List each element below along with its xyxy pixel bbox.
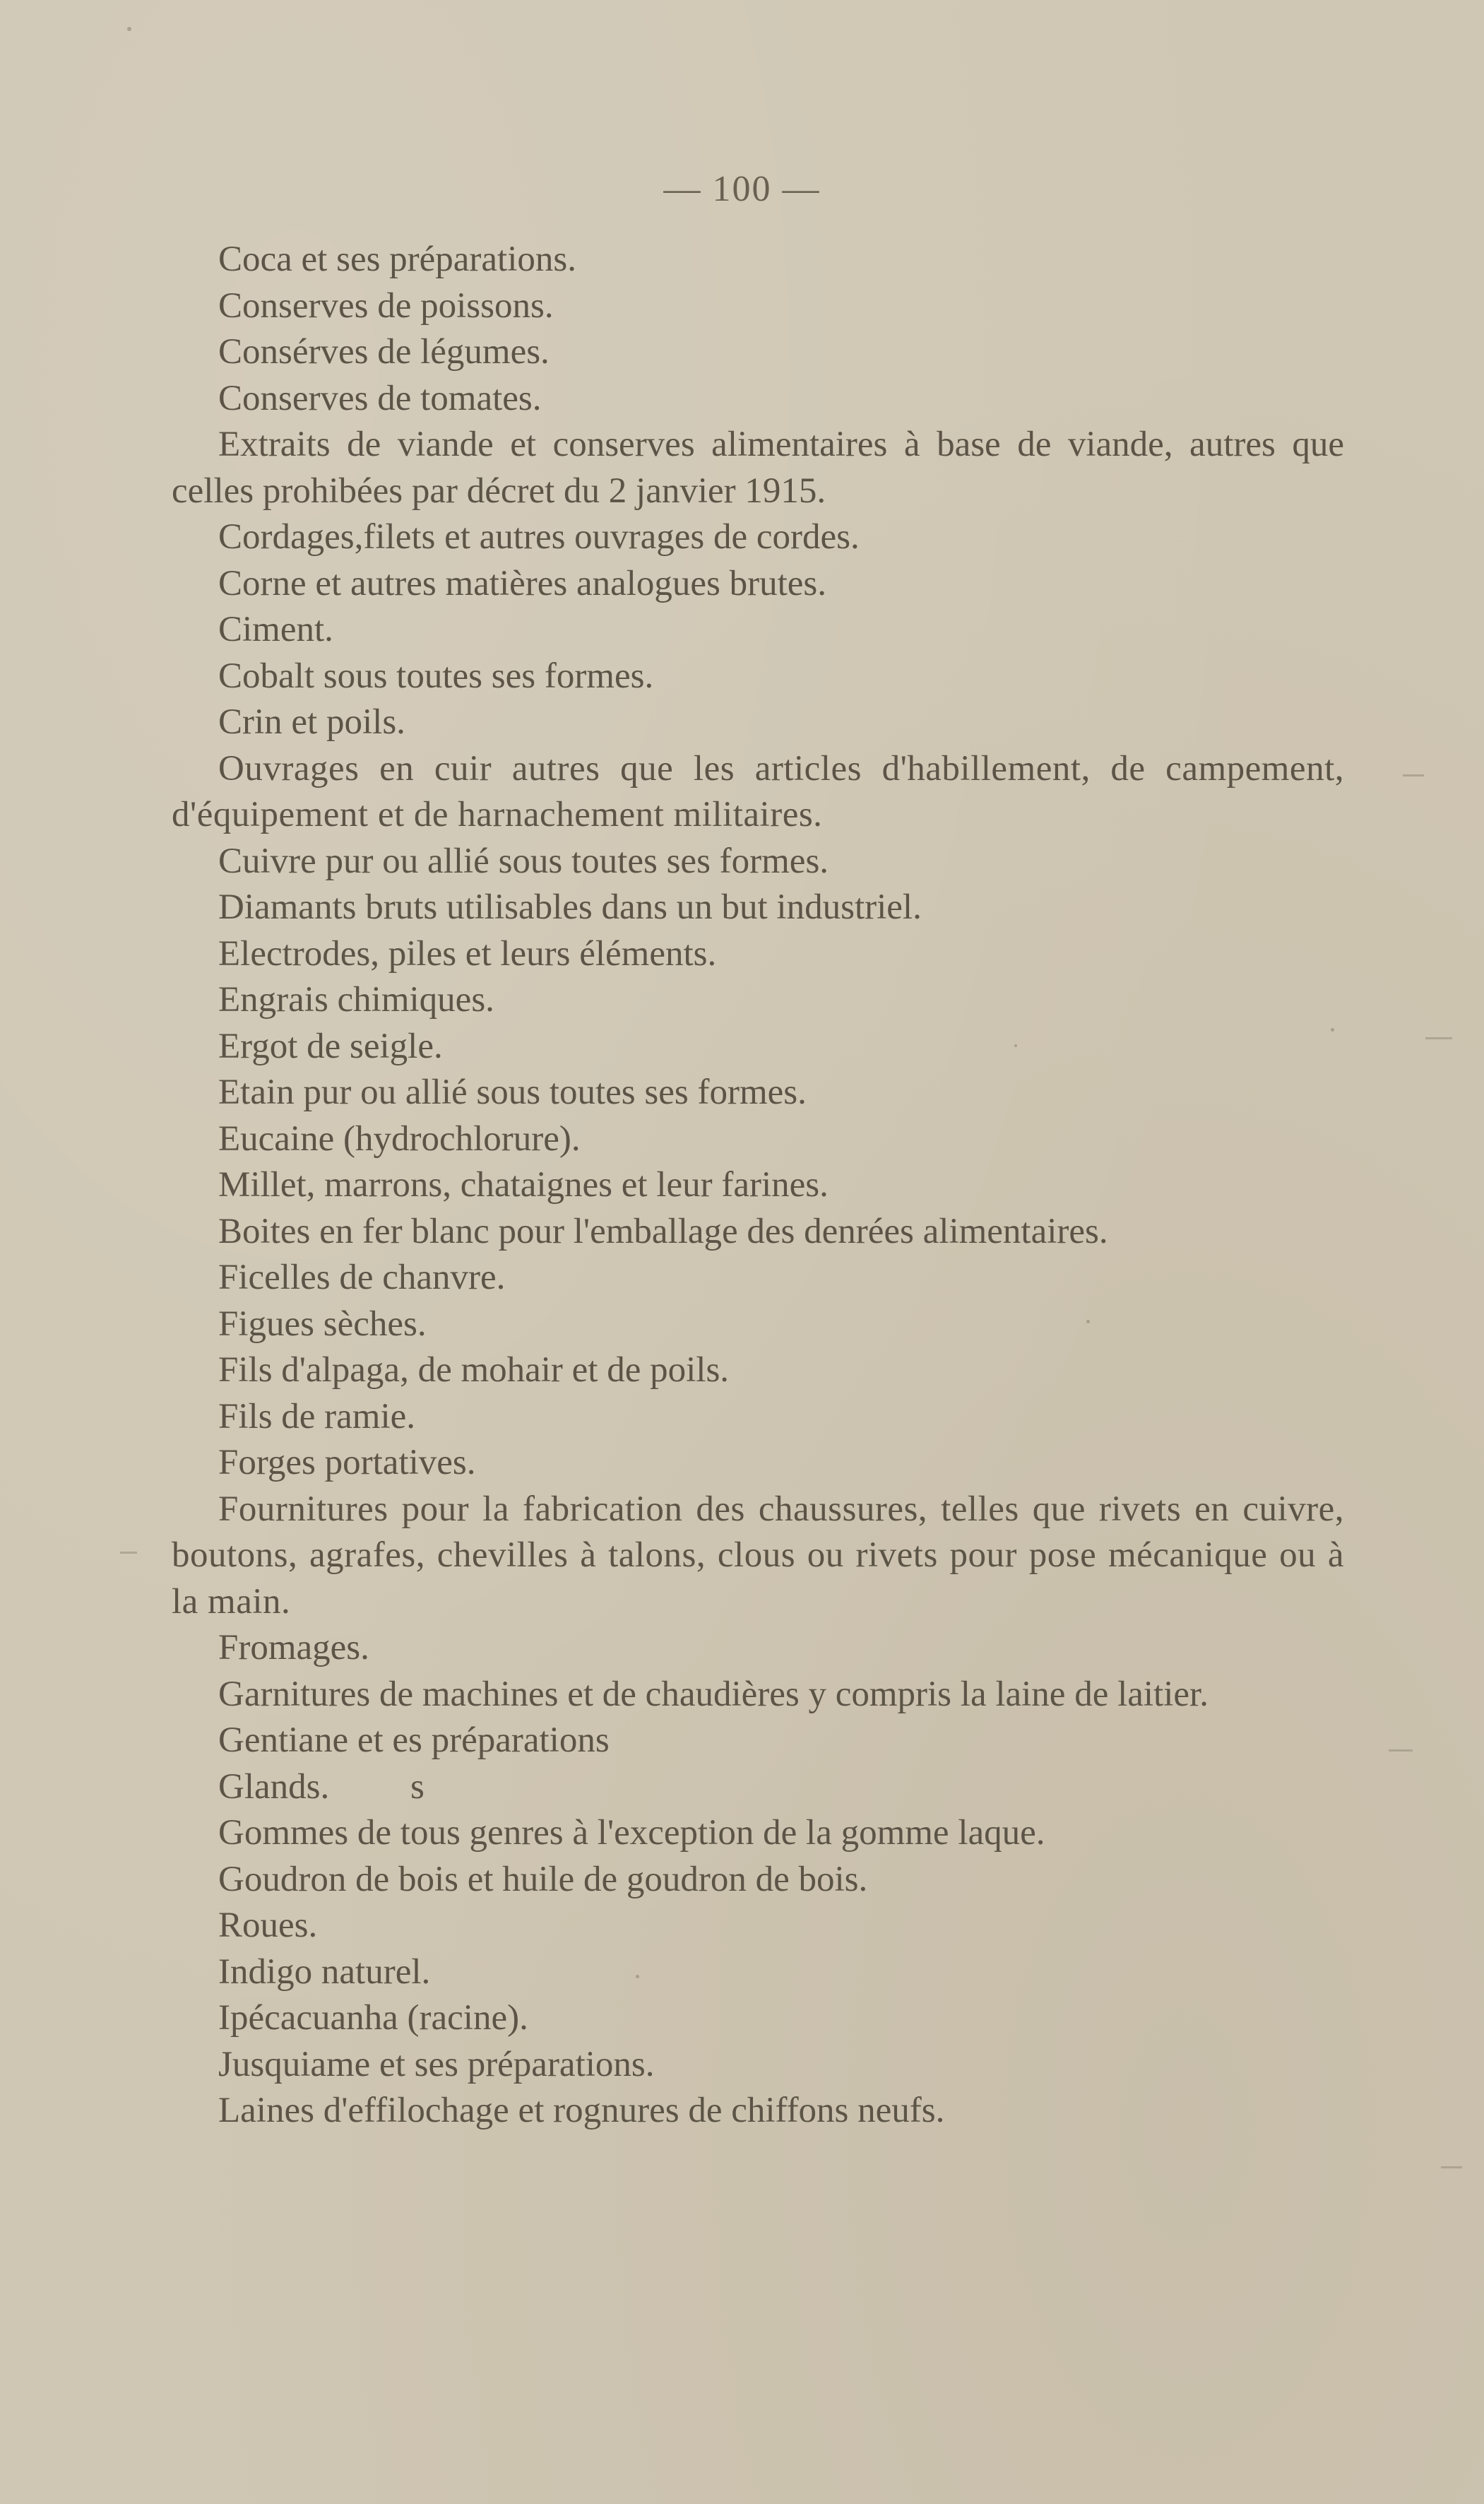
list-item: Electrodes, piles et leurs éléments. <box>218 933 717 974</box>
scan-speck <box>1014 1044 1017 1047</box>
list-item: Fils de ramie. <box>218 1396 416 1436</box>
list-item: Eucaine (hydrochlorure). <box>218 1118 581 1159</box>
margin-mark <box>1441 2166 1462 2168</box>
list-item: Conserves de tomates. <box>218 378 542 418</box>
margin-mark <box>120 1552 137 1554</box>
list-item: Ergot de seigle. <box>218 1026 443 1066</box>
list-item: Engrais chimiques. <box>218 980 494 1020</box>
list-item: Ciment. <box>218 610 333 649</box>
margin-mark <box>1389 1749 1413 1752</box>
margin-mark <box>1425 1037 1452 1039</box>
list-item: Fils d'alpaga, de mohair et de poils. <box>218 1350 730 1390</box>
list-item: Garnitures de machines et de chaudières y compris la laine de laitier. <box>218 1674 1209 1714</box>
list-item: Forges portatives. <box>218 1443 476 1482</box>
list-item: Cordages,filets et autres ouvrages de cordes. <box>218 517 860 557</box>
list-item: Laines d'effilochage et rognures de chiffons neufs. <box>218 2091 945 2130</box>
scan-speck <box>1331 1028 1334 1032</box>
goods-list <box>172 237 1344 2134</box>
list-item: Extraits de viande et conserves alimentaires à base de viande, autres que celles prohibées par décret du 2 janvier 1915. <box>172 425 1344 511</box>
page-number: — 100 — <box>663 169 821 209</box>
margin-mark <box>1403 774 1424 776</box>
list-item: Jusquiame et ses préparations. <box>218 2044 655 2084</box>
list-item: Boites en fer blanc pour l'emballage des denrées alimentaires. <box>218 1211 1108 1251</box>
list-item: Gentiane et es préparations <box>218 1720 610 1760</box>
list-item: Cobalt sous toutes ses formes. <box>218 656 654 696</box>
list-item: Roues. <box>218 1906 318 1945</box>
list-item: Coca et ses préparations. <box>218 240 576 279</box>
list-item: Glands. s <box>218 1766 425 1807</box>
list-item: Ouvrages en cuir autres que les articles d'habillement, de campement, d'équipement et de harnachement militaires. <box>172 748 1344 834</box>
list-item: Crin et poils. <box>218 702 405 742</box>
list-item: Consérves de légumes. <box>218 332 550 372</box>
scan-speck <box>127 27 131 31</box>
list-item: Indigo naturel. <box>218 1951 431 1992</box>
list-item: Gommes de tous genres à l'exception de la gomme laque. <box>218 1813 1045 1853</box>
list-item: Millet, marrons, chataignes et leur farines. <box>218 1165 829 1205</box>
list-item: Etain pur ou allié sous toutes ses formes. <box>218 1073 807 1112</box>
list-item: Ipécacuanha (racine). <box>218 1998 528 2038</box>
list-item: Ficelles de chanvre. <box>218 1258 506 1297</box>
list-item: Fournitures pour la fabrication des chaussures, telles que rivets en cuivre, boutons, agrafes, chevilles à talons, clous ou rivets pour pose mécanique ou à la main. <box>172 1489 1344 1622</box>
list-item: Goudron de bois et huile de goudron de bois. <box>218 1859 868 1899</box>
list-item: Fromages. <box>218 1628 369 1667</box>
scan-speck <box>1086 1320 1090 1323</box>
list-item: Cuivre pur ou allié sous toutes ses formes. <box>218 841 829 881</box>
scan-speck <box>636 1975 639 1978</box>
list-item: Conserves de poissons. <box>218 285 554 326</box>
list-item: Corne et autres matières analogues brutes. <box>218 563 827 603</box>
list-item: Diamants bruts utilisables dans un but industriel. <box>218 887 922 927</box>
list-item: Figues sèches. <box>218 1304 427 1344</box>
